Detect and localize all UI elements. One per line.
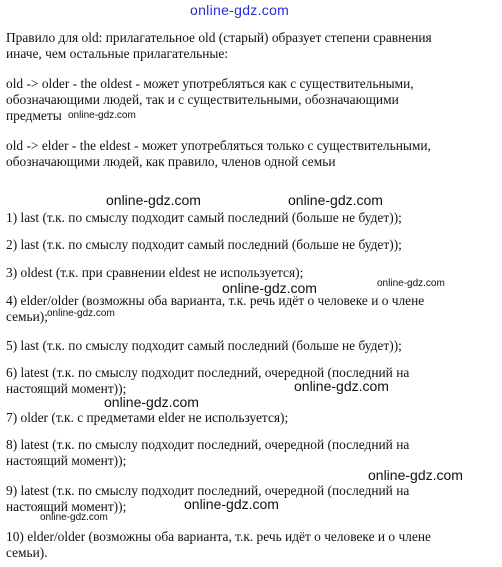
text-line: настоящий момент)); [6,381,127,396]
watermark: online-gdz.com [288,192,383,208]
watermark: online-gdz.com [294,378,389,394]
text-line: 2) last (т.к. по смыслу подходит самый последний (больше не будет)); [6,237,402,252]
watermark: online-gdz.com [368,467,463,483]
watermark: online-gdz.com [184,496,279,512]
watermark: online-gdz.com [104,394,199,410]
answer-6 [6,365,496,397]
text-line: 9) latest (т.к. по смыслу подходит последний, очередной (последний на [6,483,410,498]
text-line: old -> older - the oldest - может употребляться как с существительными, [6,76,414,91]
watermark: online-gdz.com [68,110,136,121]
text-line: настоящий момент)); [6,499,127,514]
text-line: 5) last (т.к. по смыслу подходит самый последний (больше не будет)); [6,338,402,353]
answer-2 [6,237,496,253]
watermark: online-gdz.com [106,192,201,208]
watermark: online-gdz.com [47,308,115,319]
text-line: 4) elder/older (возможны оба варианта, т.к. речь идёт о человеке и о члене [6,293,425,308]
text-line: обозначающими людей, так и с существительными, обозначающими [6,92,399,107]
answer-5 [6,338,496,354]
rule-paragraph-3 [6,138,496,170]
text-line: 7) older (т.к. с предметами elder не используется); [6,410,289,425]
watermark: online-gdz.com [222,280,317,296]
text-line: 1) last (т.к. по смыслу подходит самый последний (больше не будет)); [6,210,402,225]
text-line: обозначающими людей, как правило, членов одной семьи [6,154,336,169]
text-line: 3) oldest (т.к. при сравнении eldest не используется); [6,265,304,280]
watermark: online-gdz.com [40,512,108,523]
text-line: семьи); [6,309,48,324]
answer-10 [6,529,496,561]
watermark: online-gdz.com [377,278,445,289]
rule-paragraph-1 [6,30,496,62]
text-line: 8) latest (т.к. по смыслу подходит последний, очередной (последний на [6,437,410,452]
text-line: Правило для old: прилагательное old (старый) образует степени сравнения [6,30,432,45]
watermark-top: online-gdz.com [190,2,290,18]
answer-8 [6,437,496,469]
answer-7 [6,410,496,426]
text-line: иначе, чем остальные прилагательные: [6,46,229,61]
text-line: предметы [6,108,62,123]
text-line: настоящий момент)); [6,453,127,468]
answer-1 [6,210,496,226]
text-line: 6) latest (т.к. по смыслу подходит последний, очередной (последний на [6,365,410,380]
text-line: 10) elder/older (возможны оба варианта, т.к. речь идёт о человеке и о члене [6,529,431,544]
text-line: семьи). [6,545,48,560]
text-line: old -> elder - the eldest - может употребляться только с существительными, [6,138,431,153]
